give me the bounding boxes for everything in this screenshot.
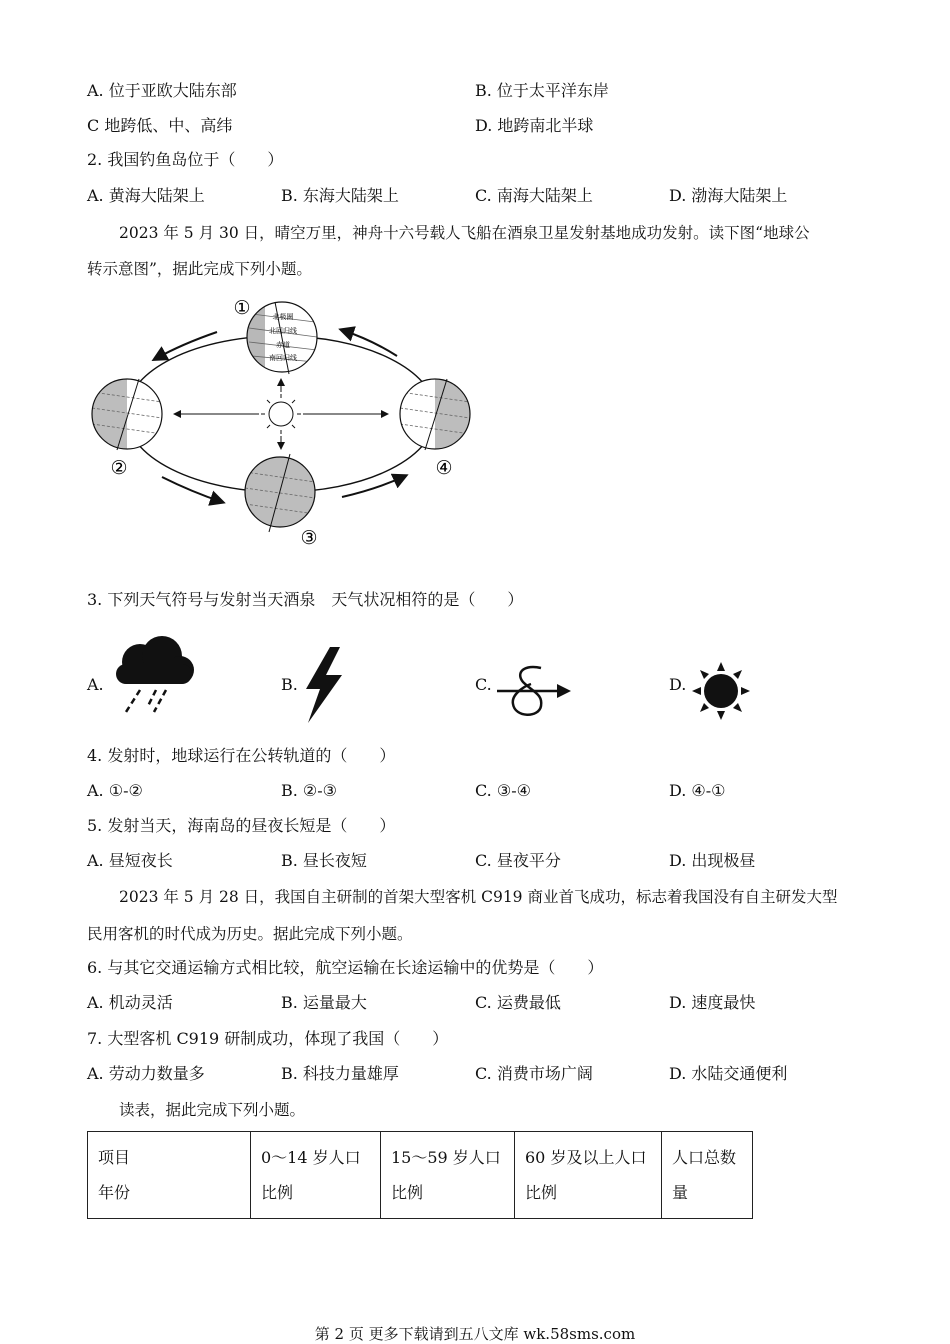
passage-1-line-2: 转示意图”，据此完成下列小题。 xyxy=(87,260,312,278)
table-cell-age-60-plus xyxy=(515,1132,662,1219)
q5-stem: 5. 发射当天，海南岛的昼夜长短是（ ） xyxy=(87,816,396,835)
q3-option-c: C. xyxy=(475,675,492,694)
cell-text: 比例 xyxy=(391,1183,424,1202)
globe-text-tropic-cancer: 北回归线 xyxy=(269,327,297,335)
q1-option-d: D. 地跨南北半球 xyxy=(475,116,594,135)
rain-cloud-icon xyxy=(110,632,198,714)
q4-option-d: D. ④-① xyxy=(669,781,726,800)
q6-option-a: A. 机动灵活 xyxy=(87,993,173,1012)
q6-option-b: B. 运量最大 xyxy=(281,993,367,1012)
globe-text-equator: 赤道 xyxy=(276,341,290,349)
label-3: ③ xyxy=(300,527,318,549)
cell-text: 0〜14 岁人口 xyxy=(261,1148,361,1167)
passage-2-line-1: 2023 年 5 月 28 日，我国自主研制的首架大型客机 C919 商业首飞成功，标志着我国没有自主研发大型 xyxy=(119,888,838,906)
q2-stem: 2. 我国钓鱼岛位于（ ） xyxy=(87,150,284,169)
table-cell-age-15-59 xyxy=(381,1132,515,1219)
q6-option-d: D. 速度最快 xyxy=(669,993,756,1012)
earth-revolution-diagram xyxy=(87,292,487,554)
sun-icon xyxy=(261,394,301,434)
globe-text-tropic-capricorn: 南回归线 xyxy=(269,354,297,362)
label-4: ④ xyxy=(435,457,453,479)
cell-text: 人口总数 xyxy=(672,1148,737,1167)
passage-3: 读表，据此完成下列小题。 xyxy=(119,1101,306,1119)
q3-option-b: B. xyxy=(281,675,298,694)
q7-option-d: D. 水陆交通便利 xyxy=(669,1064,788,1083)
table-cell-total-population xyxy=(662,1132,753,1219)
q1-option-a: A. 位于亚欧大陆东部 xyxy=(87,81,237,100)
page-footer: 第 2 页 更多下载请到五八文库 wk.58sms.com xyxy=(314,1325,636,1343)
sun-icon xyxy=(688,660,754,722)
q2-option-c: C. 南海大陆架上 xyxy=(475,186,593,205)
cell-text: 比例 xyxy=(525,1183,558,1202)
wind-icon xyxy=(495,662,573,720)
q5-option-b: B. 昼长夜短 xyxy=(281,851,367,870)
q5-option-c: C. 昼夜平分 xyxy=(475,851,561,870)
table-row xyxy=(88,1132,753,1219)
q7-option-b: B. 科技力量雄厚 xyxy=(281,1064,399,1083)
globe-position-2 xyxy=(92,379,167,449)
globe-text-arctic-circle: 北极圈 xyxy=(272,313,294,321)
q2-option-b: B. 东海大陆架上 xyxy=(281,186,399,205)
passage-1-line-1: 2023 年 5 月 30 日，晴空万里，神舟十六号载人飞船在酒泉卫星发射基地成功发射。读下图“地球公 xyxy=(119,224,810,242)
q4-stem: 4. 发射时，地球运行在公转轨道的（ ） xyxy=(87,746,396,765)
q1-option-b: B. 位于太平洋东岸 xyxy=(475,81,609,100)
q3-option-d: D. xyxy=(669,675,687,694)
passage-2-line-2: 民用客机的时代成为历史。据此完成下列小题。 xyxy=(87,925,413,943)
q2-option-a: A. 黄海大陆架上 xyxy=(87,186,205,205)
population-table xyxy=(87,1131,753,1219)
table-cell-age-0-14 xyxy=(251,1132,381,1219)
q5-option-a: A. 昼短夜长 xyxy=(87,851,173,870)
cell-text: 年份 xyxy=(98,1183,131,1202)
cell-text: 项目 xyxy=(98,1148,131,1167)
cell-text: 60 岁及以上人口 xyxy=(525,1148,647,1167)
q6-option-c: C. 运费最低 xyxy=(475,993,561,1012)
label-2: ② xyxy=(110,457,128,479)
q6-stem: 6. 与其它交通运输方式相比较，航空运输在长途运输中的优势是（ ） xyxy=(87,958,604,977)
q7-option-a: A. 劳动力数量多 xyxy=(87,1064,205,1083)
q4-option-c: C. ③-④ xyxy=(475,781,531,800)
cell-text: 比例 xyxy=(261,1183,294,1202)
label-1: ① xyxy=(233,297,251,319)
q4-option-b: B. ②-③ xyxy=(281,781,338,800)
q1-option-c: C 地跨低、中、高纬 xyxy=(87,116,233,135)
q3-stem: 3. 下列天气符号与发射当天酒泉 天气状况相符的是（ ） xyxy=(87,590,524,609)
q2-option-d: D. 渤海大陆架上 xyxy=(669,186,788,205)
q7-option-c: C. 消费市场广阔 xyxy=(475,1064,593,1083)
globe-position-4 xyxy=(400,379,475,449)
cell-text: 量 xyxy=(672,1183,689,1202)
lightning-icon xyxy=(300,645,346,725)
q4-option-a: A. ①-② xyxy=(87,781,143,800)
q3-option-a: A. xyxy=(87,675,104,694)
q5-option-d: D. 出现极昼 xyxy=(669,851,756,870)
q7-stem: 7. 大型客机 C919 研制成功，体现了我国（ ） xyxy=(87,1029,449,1048)
cell-text: 15〜59 岁人口 xyxy=(391,1148,501,1167)
table-cell-item-year xyxy=(88,1132,251,1219)
